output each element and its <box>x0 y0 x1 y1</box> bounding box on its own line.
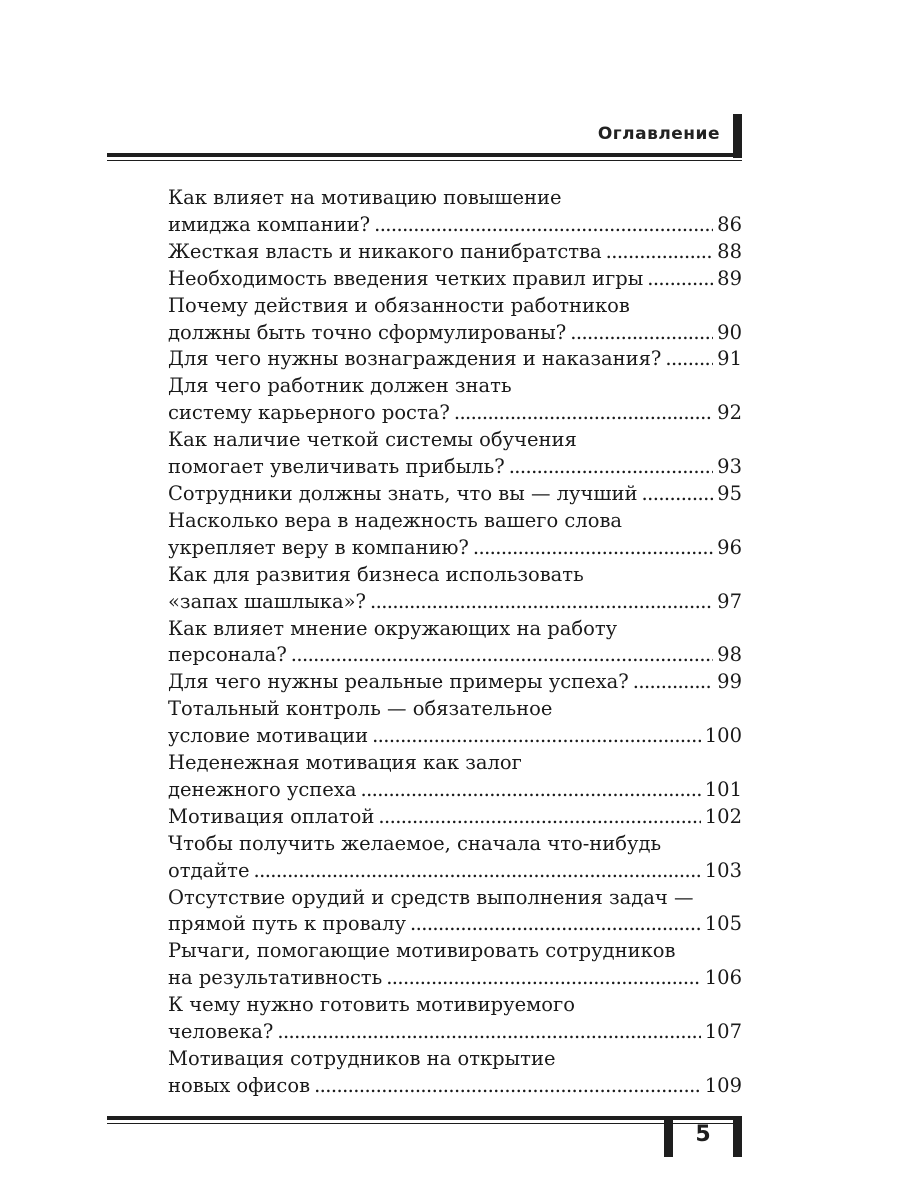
toc-entry-title-line: Отсутствие орудий и средств выполнения задач — <box>168 885 694 909</box>
toc-entry <box>168 992 742 1046</box>
footer-rule-thin <box>107 1123 742 1124</box>
toc-entry-page-number: 92 <box>717 401 742 425</box>
toc-entry-page-number: 97 <box>717 589 742 613</box>
toc-entry-title: Для чего нужны реальные примеры успеха? <box>168 670 629 694</box>
table-of-contents <box>168 185 742 1100</box>
toc-entry-page-number: 101 <box>704 777 742 801</box>
toc-entry-title: помогает увеличивать прибыль? <box>168 455 505 479</box>
toc-entry-page-number: 90 <box>717 320 742 344</box>
toc-entry-last-line <box>168 400 742 427</box>
toc-entry-page-number: 102 <box>704 804 742 828</box>
toc-entry-title: условие мотивации <box>168 724 369 748</box>
dot-leader <box>370 589 713 616</box>
toc-entry-title-line: Для чего работник должен знать <box>168 374 512 398</box>
toc-entry-last-line <box>168 266 742 293</box>
toc-entry-title: должны быть точно сформулированы? <box>168 320 567 344</box>
toc-entry-title-line: Тотальный контроль — обязательное <box>168 697 553 721</box>
toc-entry <box>168 831 742 885</box>
toc-entry-title-line: Как для развития бизнеса использовать <box>168 562 584 586</box>
toc-entry-last-line <box>168 965 742 992</box>
toc-entry <box>168 266 742 293</box>
toc-entry-last-line <box>168 858 742 885</box>
toc-entry-page-number: 96 <box>717 535 742 559</box>
toc-entry-title: укрепляет веру в компанию? <box>168 535 469 559</box>
page-number: 5 <box>695 1122 711 1147</box>
running-header-title: Оглавление <box>597 124 720 144</box>
toc-entry <box>168 373 742 427</box>
toc-entry-page-number: 103 <box>704 858 742 882</box>
toc-entry-title: систему карьерного роста? <box>168 401 450 425</box>
dot-leader <box>277 1019 700 1046</box>
toc-entry <box>168 804 742 831</box>
toc-entry-title: денежного успеха <box>168 777 357 801</box>
toc-entry-title-line: К чему нужно готовить мотивируемого <box>168 993 575 1017</box>
dot-leader <box>410 911 701 938</box>
toc-entry-title-line: Неденежная мотивация как залог <box>168 751 522 775</box>
toc-entry-page-number: 109 <box>704 1073 742 1097</box>
toc-entry-title: Необходимость введения четких правил игры <box>168 266 644 290</box>
toc-entry-page-number: 95 <box>717 481 742 505</box>
dot-leader <box>360 777 700 804</box>
toc-entry <box>168 508 742 562</box>
toc-entry-last-line <box>168 212 742 239</box>
toc-entry-last-line <box>168 642 742 669</box>
header-rule-thin <box>107 160 742 161</box>
toc-entry-last-line <box>168 454 742 481</box>
dot-leader <box>378 804 700 831</box>
toc-entry <box>168 938 742 992</box>
toc-entry-title: человека? <box>168 1020 274 1044</box>
toc-entry-title-line: Как влияет на мотивацию повышение <box>168 186 562 209</box>
footer-decorative-bar-left <box>664 1119 673 1157</box>
toc-entry <box>168 481 742 508</box>
dot-leader <box>647 266 713 293</box>
toc-entry-title: Для чего нужны вознаграждения и наказания? <box>168 347 662 371</box>
toc-entry <box>168 1046 742 1100</box>
toc-entry-last-line <box>168 481 742 508</box>
dot-leader <box>570 320 713 347</box>
dot-leader <box>454 400 713 427</box>
toc-entry-title-line: Почему действия и обязанности работников <box>168 293 630 317</box>
toc-entry <box>168 293 742 347</box>
toc-entry-last-line <box>168 589 742 616</box>
toc-entry-page-number: 105 <box>704 912 742 936</box>
toc-entry-title: персонала? <box>168 643 287 667</box>
toc-entry-last-line <box>168 804 742 831</box>
toc-entry <box>168 885 742 939</box>
toc-entry-page-number: 100 <box>704 724 742 748</box>
toc-entry <box>168 562 742 616</box>
header-decorative-bar <box>733 114 742 158</box>
dot-leader <box>665 346 713 373</box>
toc-entry-page-number: 98 <box>717 643 742 667</box>
dot-leader <box>372 723 701 750</box>
toc-entry <box>168 346 742 373</box>
dot-leader <box>473 535 713 562</box>
toc-entry-last-line <box>168 723 742 750</box>
toc-entry-title-line: Насколько вера в надежность вашего слова <box>168 508 623 532</box>
toc-entry <box>168 239 742 266</box>
toc-entry-page-number: 89 <box>717 266 742 290</box>
toc-entry-title: новых офисов <box>168 1073 311 1097</box>
toc-entry <box>168 185 742 239</box>
toc-entry-title: имиджа компании? <box>168 212 371 236</box>
toc-entry-title: Сотрудники должны знать, что вы — лучший <box>168 481 638 505</box>
toc-entry-page-number: 86 <box>717 212 742 236</box>
toc-entry-page-number: 88 <box>717 239 742 263</box>
toc-entry-title: отдайте <box>168 858 250 882</box>
dot-leader <box>374 212 713 239</box>
toc-entry-page-number: 99 <box>717 670 742 694</box>
toc-entry-last-line <box>168 346 742 373</box>
toc-entry-title: «запах шашлыка»? <box>168 589 366 613</box>
toc-entry-page-number: 93 <box>717 455 742 479</box>
toc-entry-last-line <box>168 239 742 266</box>
toc-entry-title-line: Как наличие четкой системы обучения <box>168 428 577 452</box>
toc-entry-title: Жесткая власть и никакого панибратства <box>168 239 602 263</box>
dot-leader <box>314 1073 701 1100</box>
dot-leader <box>254 858 701 885</box>
footer-decorative-bar-right <box>733 1119 742 1157</box>
toc-entry-title-line: Рычаги, помогающие мотивировать сотрудников <box>168 939 676 963</box>
footer-rule <box>107 1116 742 1120</box>
dot-leader <box>642 481 714 508</box>
toc-entry-last-line <box>168 669 742 696</box>
dot-leader <box>291 642 713 669</box>
toc-entry <box>168 750 742 804</box>
toc-entry <box>168 669 742 696</box>
toc-entry-last-line <box>168 777 742 804</box>
dot-leader <box>606 239 714 266</box>
toc-entry-page-number: 91 <box>717 347 742 371</box>
toc-entry-title: на результативность <box>168 966 383 990</box>
toc-entry <box>168 427 742 481</box>
toc-entry-title: прямой путь к провалу <box>168 912 407 936</box>
toc-entry-last-line <box>168 911 742 938</box>
toc-entry-last-line <box>168 320 742 347</box>
toc-entry-title: Мотивация оплатой <box>168 804 375 828</box>
toc-entry-page-number: 107 <box>704 1020 742 1044</box>
toc-entry-title-line: Чтобы получить желаемое, сначала что-нибудь <box>168 831 662 855</box>
toc-entry <box>168 696 742 750</box>
toc-entry <box>168 616 742 670</box>
toc-entry-last-line <box>168 1019 742 1046</box>
dot-leader <box>633 669 713 696</box>
dot-leader <box>509 454 713 481</box>
toc-entry-last-line <box>168 535 742 562</box>
header-rule <box>107 153 742 157</box>
toc-entry-page-number: 106 <box>704 966 742 990</box>
toc-entry-title-line: Мотивация сотрудников на открытие <box>168 1047 556 1070</box>
toc-entry-title-line: Как влияет мнение окружающих на работу <box>168 616 618 640</box>
dot-leader <box>386 965 701 992</box>
toc-entry-last-line <box>168 1073 742 1100</box>
